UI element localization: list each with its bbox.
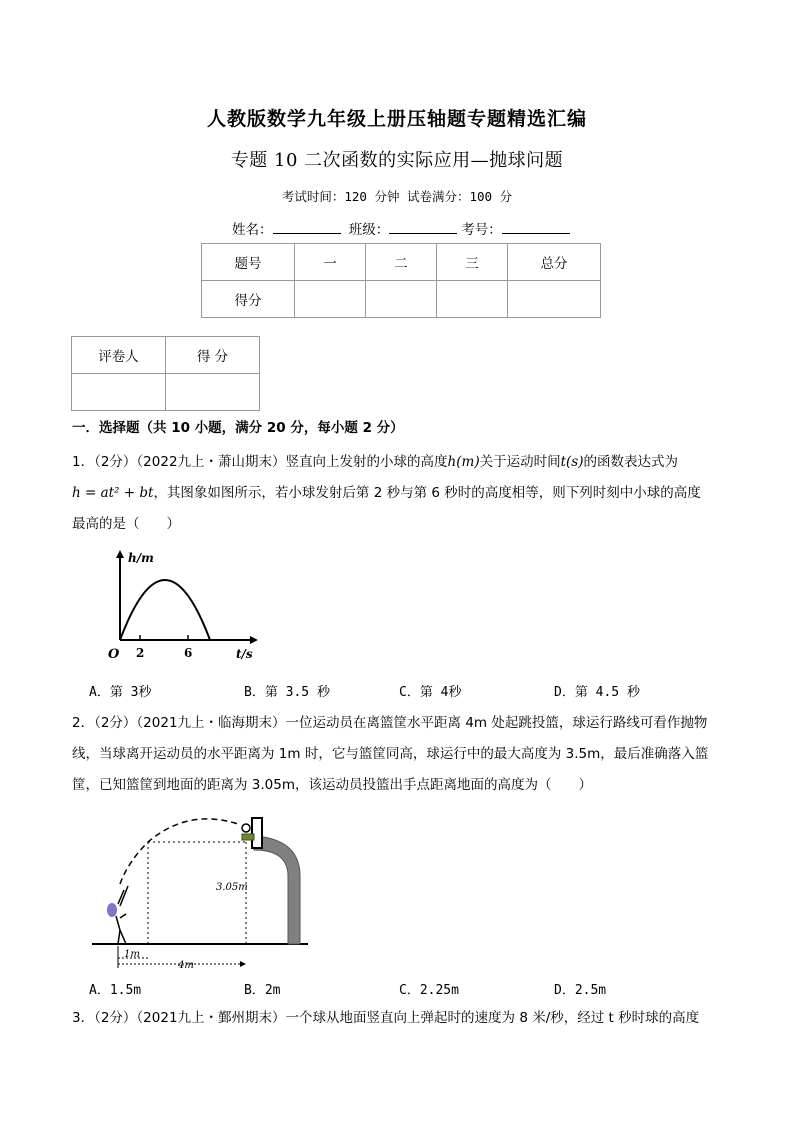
q2-option-c[interactable]: C．2.25m [399, 983, 459, 998]
q1-origin: O [108, 647, 120, 662]
q1-ylabel: h/m [128, 551, 154, 565]
q1-option-a[interactable]: A．第 3秒 [89, 685, 152, 700]
q1-parabola [120, 580, 210, 640]
q1-text-d: ，其图象如图所示，若小球发射后第 2 秒与第 6 秒时的高度相等，则下列时刻中小球的高度 [153, 485, 701, 501]
name-blank[interactable] [273, 220, 341, 234]
score-cell[interactable] [508, 281, 601, 318]
score-header-cell: 题号 [202, 244, 295, 281]
grader-score-label: 得 分 [166, 337, 260, 374]
q1-xlabel: t/s [236, 647, 253, 661]
q1-x-arrow [250, 636, 258, 644]
q2-text-b: 线，当球离开运动员的水平距离为 1m 时，它与篮筐同高，球运行中的最大高度为 3.5m，最后准确落入篮 [72, 746, 709, 762]
q2-hoop [242, 834, 254, 840]
q1-text-e: 最高的是（ ） [72, 516, 180, 532]
section-heading: 一．选择题（共 10 小题，满分 20 分，每小题 2 分） [72, 420, 404, 436]
q2-basket-pole [254, 836, 300, 944]
number-blank[interactable] [502, 220, 570, 234]
q2-dim-arrow [240, 961, 246, 967]
q1-unit-m: (m) [456, 454, 480, 470]
page-subtitle: 专题 10 二次函数的实际应用—抛球问题 [230, 150, 564, 171]
score-header-cell: 三 [437, 244, 508, 281]
q2-text-a: 2．（2分）（2021九上・临海期末）一位运动员在离篮筐水平距离 4m 处起跳投篮，球运行路线可看作抛物 [72, 715, 708, 731]
exam-info: 考试时间：120 分钟 试卷满分：100 分 [281, 189, 513, 204]
q3-text-a: 3．（2分）（2021九上・鄞州期末）一个球从地面竖直向上弹起时的速度为 8 米/秒，经过 t 秒时球的高度 [72, 1010, 700, 1026]
q2-option-a[interactable]: A．1.5m [89, 983, 142, 998]
class-blank[interactable] [389, 220, 457, 234]
name-label: 姓名： [232, 222, 273, 238]
score-header-cell: 二 [366, 244, 437, 281]
q1-option-c[interactable]: C．第 4秒 [399, 685, 462, 700]
score-cell[interactable] [366, 281, 437, 318]
question-1-text [72, 447, 732, 540]
q1-var-h: h [447, 454, 457, 470]
q1-graph [88, 548, 258, 670]
q2-option-d[interactable]: D．2.5m [554, 983, 607, 998]
grader-cell[interactable] [72, 374, 166, 411]
score-row-label: 得分 [202, 281, 295, 318]
q1-text-a: 1．（2分）（2022九上・萧山期末）竖直向上发射的小球的高度 [72, 454, 448, 470]
number-label: 考号： [461, 222, 502, 238]
q2-dist2-label: 4m [178, 960, 194, 971]
q1-option-d[interactable]: D．第 4.5 秒 [554, 685, 640, 700]
q2-dist1-label: 1m [124, 949, 140, 960]
score-table [201, 243, 601, 318]
page-title: 人教版数学九年级上册压轴题专题精选汇编 [206, 108, 587, 130]
q2-text-c: 筐，已知篮筐到地面的距离为 3.05m，该运动员投篮出手点距离地面的高度为（ ） [72, 777, 592, 793]
q2-height-label: 3.05m [216, 882, 248, 893]
q1-var-t: t [560, 454, 567, 470]
question-2-text [72, 708, 732, 801]
q2-option-b[interactable]: B．2m [244, 983, 281, 998]
q1-text-c: 的函数表达式为 [583, 454, 678, 470]
grader-label: 评卷人 [72, 337, 166, 374]
q1-y-arrow [116, 550, 124, 558]
q2-ball [242, 824, 250, 832]
grader-table [71, 336, 260, 411]
q2-backboard [252, 818, 262, 848]
score-header-cell: 一 [295, 244, 366, 281]
q1-text-b: 关于运动时间 [479, 454, 561, 470]
score-cell[interactable] [295, 281, 366, 318]
q2-figure [88, 806, 328, 972]
score-cell[interactable] [437, 281, 508, 318]
q1-formula: h = at² + bt [72, 485, 154, 501]
q1-option-b[interactable]: B．第 3.5 秒 [244, 685, 330, 700]
question-3-text [72, 1003, 732, 1034]
q1-tick-label-6: 6 [184, 646, 193, 660]
q2-player-body [116, 886, 128, 944]
score-header-cell: 总分 [508, 244, 601, 281]
student-info-row [232, 218, 574, 238]
grader-cell[interactable] [166, 374, 260, 411]
class-label: 班级： [348, 222, 390, 238]
q2-trajectory [120, 819, 238, 884]
q1-tick-label-2: 2 [136, 646, 145, 660]
q1-unit-s: (s) [566, 454, 584, 470]
q2-player-head [107, 903, 117, 917]
